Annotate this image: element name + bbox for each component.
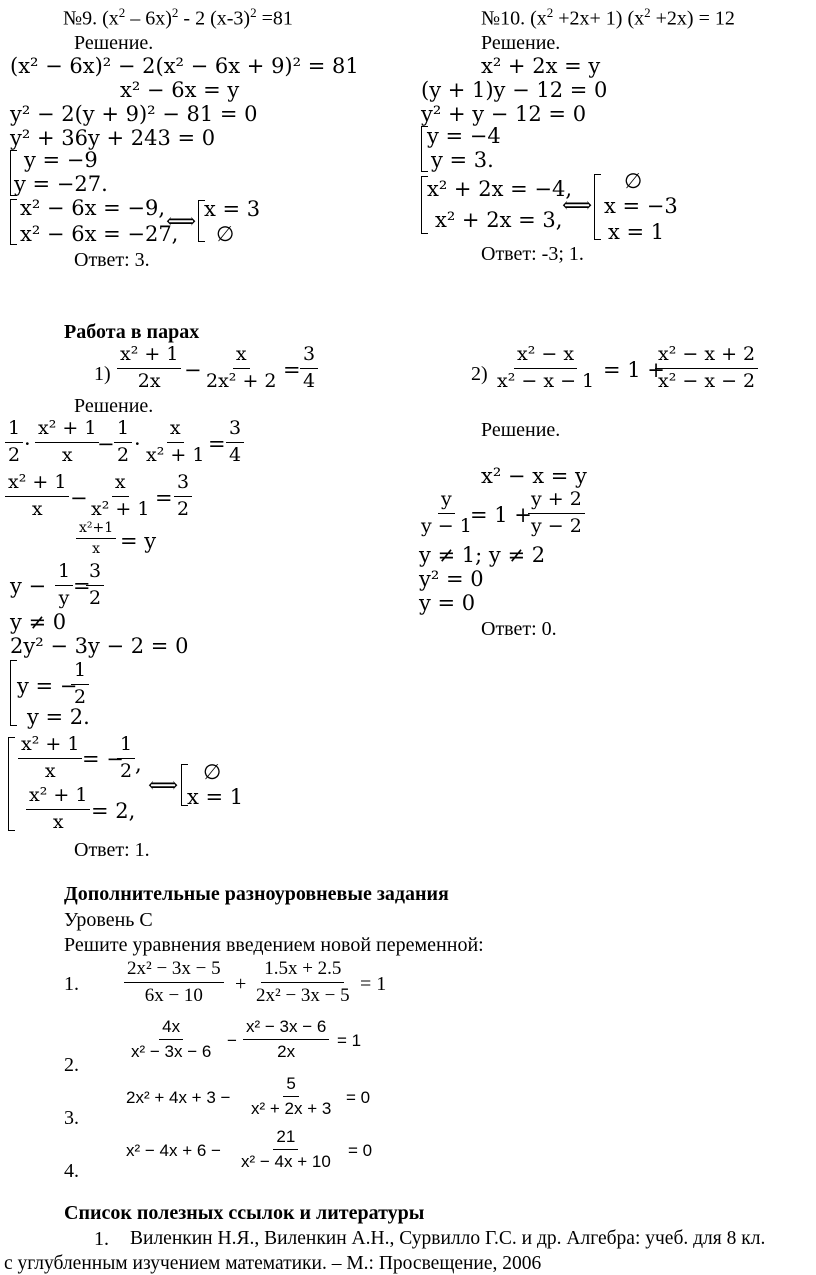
fraction: $\frac{y}{y - 1}$ bbox=[421, 488, 472, 537]
equation-line: x = 3 bbox=[204, 197, 261, 221]
fraction: $\frac{1}{2}$ bbox=[117, 734, 135, 783]
equation-line: x² − 6x = −27, bbox=[20, 222, 179, 246]
equivalence-symbol: ⟺ bbox=[148, 773, 179, 797]
minus-sign: − bbox=[97, 432, 115, 456]
fraction: $\frac{\text{x² + 1}}{x}$ bbox=[18, 734, 82, 783]
fraction: $\frac{\text{x² − x}}{\text{x² − x − 1}}$ bbox=[497, 343, 595, 392]
equation-line: y = 3. bbox=[431, 148, 494, 172]
equation-part: x² − 4x + 6 − bbox=[126, 1141, 221, 1160]
exercise-2-equation-image bbox=[124, 1015, 374, 1073]
fraction: $\frac{\text{x² + 1}}{2x}$ bbox=[117, 344, 181, 393]
equation-line: = 1 + bbox=[470, 503, 532, 527]
fraction: $\frac{1}{y}$ bbox=[55, 561, 73, 610]
equation-rhs: = 0 bbox=[346, 1088, 371, 1107]
section-heading-extra: Дополнительные разноуровневые задания bbox=[64, 883, 449, 905]
reference-number: 1. bbox=[94, 1228, 109, 1250]
answer: Ответ: 1. bbox=[74, 839, 150, 861]
section-heading-references: Список полезных ссылок и литературы bbox=[64, 1202, 425, 1224]
equation-line: = 1 + bbox=[603, 358, 665, 382]
equation-line: x = −3 bbox=[604, 194, 678, 218]
equation-line: (y + 1)y − 12 = 0 bbox=[421, 78, 608, 102]
solution-label: Решение. bbox=[481, 419, 561, 441]
exercise-number: 1. bbox=[64, 973, 79, 995]
equation-rhs: = 1 bbox=[337, 1031, 362, 1050]
equation-line: (x² − 6x)² − 2(x² − 6x + 9)² = 81 bbox=[10, 54, 359, 78]
solution-label: Решение. bbox=[74, 32, 154, 54]
equation-line: y = 2. bbox=[27, 705, 90, 729]
fraction: $\frac{\text{x² − 3x − 6}}{2x}$ bbox=[243, 1017, 329, 1061]
equation-line: x² − 6x = y bbox=[120, 78, 240, 102]
minus-sign: − bbox=[184, 358, 202, 382]
dot-operator: · bbox=[134, 432, 141, 456]
fraction: $\frac{3}{4}$ bbox=[300, 344, 318, 393]
equation-line: y² = 0 bbox=[419, 567, 484, 591]
equation-rhs: = 1 bbox=[360, 973, 387, 995]
fraction: $\frac{y + 2}{y - 2}$ bbox=[528, 489, 585, 538]
fraction: $\frac{3}{4}$ bbox=[226, 418, 244, 467]
fraction: $\frac{1}{2}$ bbox=[114, 418, 132, 467]
minus-sign: − bbox=[70, 486, 88, 510]
fraction: $\frac{x}{\text{x² + 1}}$ bbox=[146, 417, 205, 466]
equals-sign: = bbox=[208, 432, 226, 456]
fraction: $\frac{21}{\text{x² − 4x + 10}}$ bbox=[241, 1127, 331, 1171]
fraction: $\frac{5}{\text{x² + 2x + 3}}$ bbox=[251, 1074, 332, 1118]
equation-line: ∅ bbox=[624, 169, 643, 193]
exercise-3-equation-image bbox=[124, 1074, 379, 1126]
exercise-number: 2. bbox=[64, 1054, 79, 1076]
equation-line: ∅ bbox=[203, 760, 222, 784]
equation-line: y² + 36y + 243 = 0 bbox=[10, 126, 216, 150]
equation-line: y = 0 bbox=[419, 591, 476, 615]
equation-line: y = −4 bbox=[427, 124, 501, 148]
equation-line: y − bbox=[10, 574, 47, 598]
equation-line: x² − x = y bbox=[481, 464, 587, 488]
minus-sign: − bbox=[227, 1031, 237, 1050]
exercise-4-equation-image bbox=[124, 1127, 379, 1179]
level-label: Уровень С bbox=[64, 909, 153, 931]
plus-sign: + bbox=[235, 973, 247, 995]
fraction: $\frac{x}{\text{2x² + 2}}$ bbox=[206, 343, 277, 392]
problem-9-title: №9. $(x^2 - 6x)^2 - 2$ $(x-3)^2 =81$ bbox=[63, 5, 293, 30]
fraction: $\frac{\text{2x² − 3x − 5}}{6x - 10}$ bbox=[124, 958, 224, 1007]
exercise-number: 4. bbox=[64, 1160, 79, 1182]
section-heading-pairs: Работа в парах bbox=[64, 321, 200, 343]
equation-line: x² + 2x = 3, bbox=[435, 208, 563, 232]
equation-line: y = −9 bbox=[24, 148, 98, 172]
problem-10-title: №10. $(x^2 +2x+ 1)$ $(x^2 +2x) = 12$ bbox=[481, 5, 735, 30]
solution-label: Решение. bbox=[481, 32, 561, 54]
fraction: $\frac{x}{\text{x² + 1}}$ bbox=[91, 471, 150, 520]
exercise-number: 3. bbox=[64, 1107, 79, 1129]
fraction: $\frac{1}{2}$ bbox=[5, 418, 23, 467]
solution-label: Решение. bbox=[74, 395, 154, 417]
equation-line: y = −27. bbox=[14, 172, 108, 196]
fraction: $\frac{\text{x²+1}}{x}$ bbox=[76, 520, 116, 557]
system-bracket bbox=[8, 737, 15, 831]
equation-line: x² + 2x = y bbox=[481, 54, 601, 78]
fraction: $\frac{\text{x² + 1}}{x}$ bbox=[5, 472, 69, 521]
equation-line: = y bbox=[120, 529, 157, 553]
fraction: $\frac{1.5x + 2.5}{\text{2x² − 3x − 5}}$ bbox=[256, 958, 350, 1006]
equation-line: = − bbox=[82, 747, 124, 771]
task-number: 1) bbox=[94, 363, 111, 385]
equation-line: y² − 2(y + 9)² − 81 = 0 bbox=[10, 102, 258, 126]
equation-line: x = 1 bbox=[608, 220, 665, 244]
fraction: $\frac{4x}{\text{x² − 3x − 6}}$ bbox=[131, 1017, 212, 1061]
equation-line: x² − 6x = −9, bbox=[20, 196, 165, 220]
equation-line: y² + y − 12 = 0 bbox=[421, 102, 587, 126]
fraction: $\frac{\text{x² − x + 2}}{\text{x² − x − 2}}$ bbox=[655, 344, 758, 393]
fraction: $\frac{3}{2}$ bbox=[174, 472, 192, 521]
equivalence-symbol: ⟺ bbox=[562, 193, 593, 217]
equation-line: x² + 2x = −4, bbox=[427, 177, 572, 201]
equation-line: y = − bbox=[17, 674, 78, 698]
system-bracket bbox=[594, 174, 601, 240]
task-number: 2) bbox=[471, 363, 488, 385]
equals-sign: = bbox=[283, 358, 301, 382]
answer: Ответ: -3; 1. bbox=[481, 243, 584, 265]
answer: Ответ: 0. bbox=[481, 618, 557, 640]
answer: Ответ: 3. bbox=[74, 249, 150, 271]
equation-line: 2y² − 3y − 2 = 0 bbox=[10, 634, 189, 658]
equation-line: = 2, bbox=[91, 799, 136, 823]
equation-line: ∅ bbox=[216, 222, 235, 246]
fraction: $\frac{\text{x² + 1}}{x}$ bbox=[35, 418, 99, 467]
fraction: $\frac{\text{x² + 1}}{x}$ bbox=[26, 785, 90, 834]
equation-line: y ≠ 1; y ≠ 2 bbox=[419, 543, 546, 567]
system-bracket bbox=[10, 199, 17, 245]
equation-part: 2x² + 4x + 3 − bbox=[126, 1088, 231, 1107]
fraction: $\frac{1}{2}$ bbox=[71, 660, 89, 709]
equation-rhs: = 0 bbox=[348, 1141, 373, 1160]
comma: , bbox=[135, 752, 142, 776]
equals-sign: = bbox=[155, 486, 173, 510]
equation-line: y ≠ 0 bbox=[10, 610, 67, 634]
reference-text-continued: с углубленным изучением математики. – М.: Просвещение, 2006 bbox=[4, 1253, 542, 1274]
system-bracket bbox=[10, 660, 17, 726]
task-instructions: Решите уравнения введением новой переменной: bbox=[64, 934, 484, 956]
equals-sign: = bbox=[73, 574, 91, 598]
reference-text: Виленкин Н.Я., Виленкин А.Н., Сурвилло Г.С. и др. Алгебра: учеб. для 8 кл. bbox=[130, 1228, 766, 1249]
equivalence-symbol: ⟺ bbox=[166, 209, 197, 233]
equation-line: x = 1 bbox=[187, 785, 244, 809]
fraction: $\frac{3}{2}$ bbox=[86, 561, 104, 610]
dot-operator: · bbox=[24, 432, 31, 456]
